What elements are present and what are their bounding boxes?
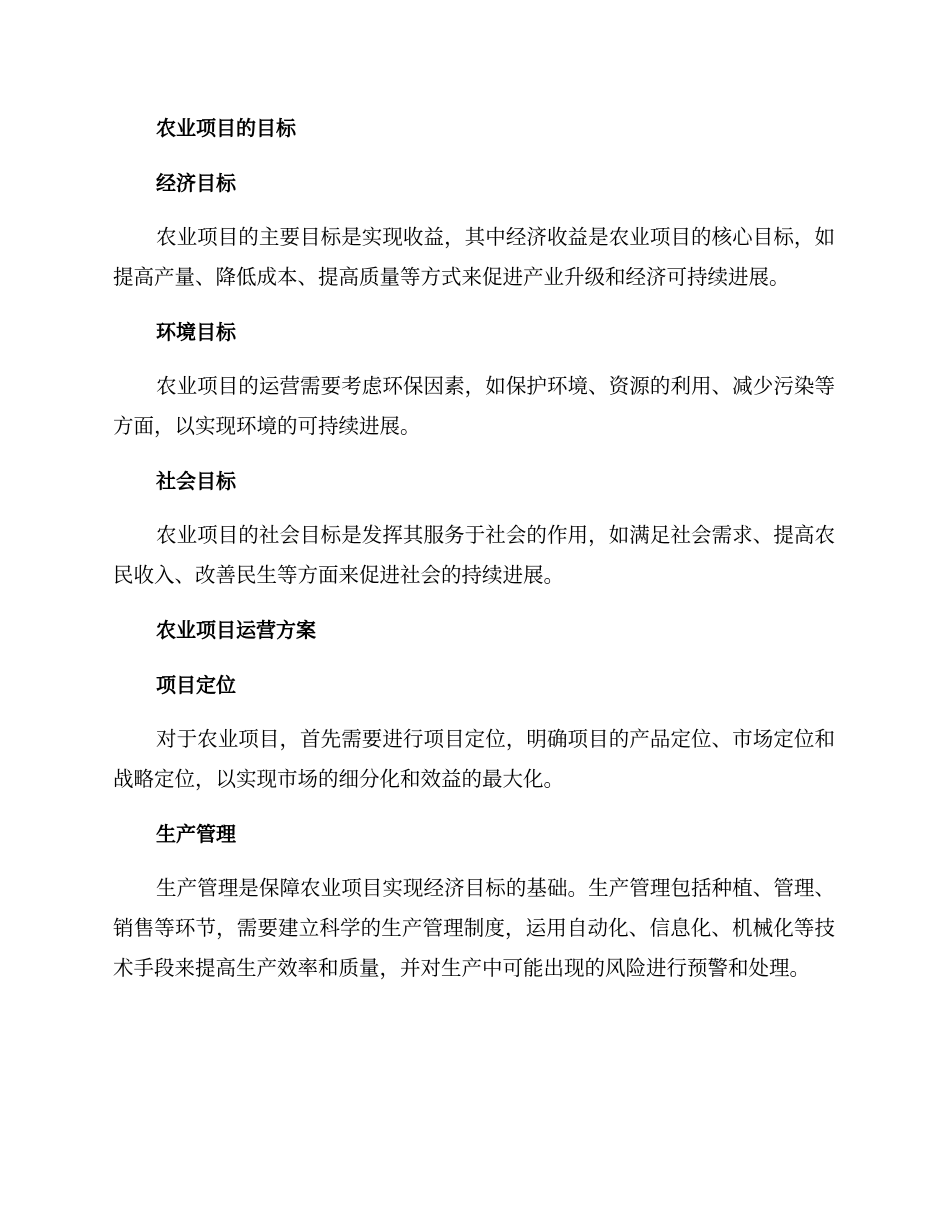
heading-operation-plan: 农业项目运营方案 xyxy=(156,618,316,642)
heading-project-positioning: 项目定位 xyxy=(156,673,236,697)
heading-social-goals: 社会目标 xyxy=(156,469,236,493)
paragraph-environment-goals: 农业项目的运营需要考虑环保因素，如保护环境、资源的利用、减少污染等方面，以实现环境的可持续进展。 xyxy=(113,374,835,438)
document-page xyxy=(113,108,835,988)
heading-economic-goals: 经济目标 xyxy=(156,171,236,195)
heading-agri-project-goals: 农业项目的目标 xyxy=(156,116,296,140)
paragraph-social-goals: 农业项目的社会目标是发挥其服务于社会的作用，如满足社会需求、提高农民收入、改善民生等方面来促进社会的持续进展。 xyxy=(113,523,835,587)
heading-environment-goals: 环境目标 xyxy=(156,320,236,344)
paragraph-economic-goals: 农业项目的主要目标是实现收益，其中经济收益是农业项目的核心目标，如提高产量、降低成本、提高质量等方式来促进产业升级和经济可持续进展。 xyxy=(113,225,835,289)
paragraph-production-management: 生产管理是保障农业项目实现经济目标的基础。生产管理包括种植、管理、销售等环节，需要建立科学的生产管理制度，运用自动化、信息化、机械化等技术手段来提高生产效率和质量，并对生产中可能出现的风险进行预警和处理。 xyxy=(113,876,835,980)
paragraph-project-positioning: 对于农业项目，首先需要进行项目定位，明确项目的产品定位、市场定位和战略定位，以实现市场的细分化和效益的最大化。 xyxy=(113,727,835,791)
heading-production-management: 生产管理 xyxy=(156,822,236,846)
